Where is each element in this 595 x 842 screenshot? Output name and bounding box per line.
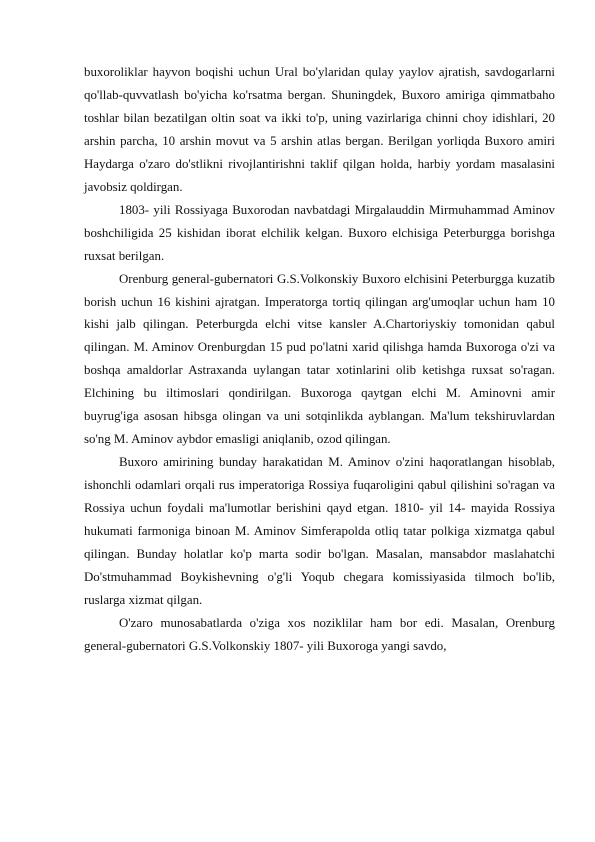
paragraph-3: Orenburg general-gubernatori G.S.Volkonskiy Buxoro elchisini Peterburgga kuzatib borish uchun 16 kishini ajratgan. Imperatorga tortiq qilingan arg'umoqlar uchun ham 10 kishi jalb qilingan. Peterburgda elchi vitse kansler A.Chartoriyskiy tomonidan qabul qilingan. M. Aminov Orenburgdan 15 pud po'latni xarid qilishga hamda Buxoroga o'zi va boshqa amaldorlar Astraxanda uylangan tatar xotinlarini olib ketishga ruxsat so'ragan. Elchining bu iltimoslari qondirilgan. Buxoroga qaytgan elchi M. Aminovni amir buyrug'iga asosan hibsga olingan va uni sotqinlikda ayblangan. Ma'lum tekshiruvlardan so'ng M. Aminov aybdor emasligi aniqlanib, ozod qilingan.: [84, 271, 555, 447]
body-text: [84, 61, 555, 658]
paragraph-4: Buxoro amirining bunday harakatidan M. Aminov o'zini haqoratlangan hisoblab, ishonchli odamlari orqali rus imperatoriga Rossiya fuqaroligini qabul qilishini so'ragan va Rossiya uchun foydali ma'lumotlar berishini qayd etgan. 1810- yil 14- mayida Rossiya hukumati farmoniga binoan M. Aminov Simferapolda otliq tatar polkiga xizmatga qabul qilingan. Bunday holatlar ko'p marta sodir bo'lgan. Masalan, mansabdor maslahatchi Do'stmuhammad Boykishevning o'g'li Yoqub chegara komissiyasida tilmoch bo'lib, ruslarga xizmat qilgan.: [84, 455, 555, 607]
paragraph-2: 1803- yili Rossiyaga Buxorodan navbatdagi Mirgalauddin Mirmuhammad Aminov boshchiligida 25 kishidan iborat elchilik kelgan. Buxoro elchisiga Peterburgga borishga ruxsat berilgan.: [84, 202, 555, 263]
paragraph-1: buxoroliklar hayvon boqishi uchun Ural bo'ylaridan qulay yaylov ajratish, savdogarlarni qo'llab-quvvatlash bo'yicha ko'rsatma bergan. Shuningdek, Buxoro amiriga qimmatbaho toshlar bilan bezatilgan oltin soat va ikki to'p, uning vazirlariga chinni choy idishlari, 20 arshin parcha, 10 arshin movut va 5 arshin atlas bergan. Berilgan yorliqda Buxoro amiri Haydarga o'zaro do'stlikni rivojlantirishni taklif qilgan holda, harbiy yordam masalasini javobsiz qoldirgan.: [84, 65, 555, 194]
paragraph-5: O'zaro munosabatlarda o'ziga xos noziklilar ham bor edi. Masalan, Orenburg general-gubernatori G.S.Volkonskiy 1807- yili Buxoroga yangi savdo,: [84, 615, 555, 653]
